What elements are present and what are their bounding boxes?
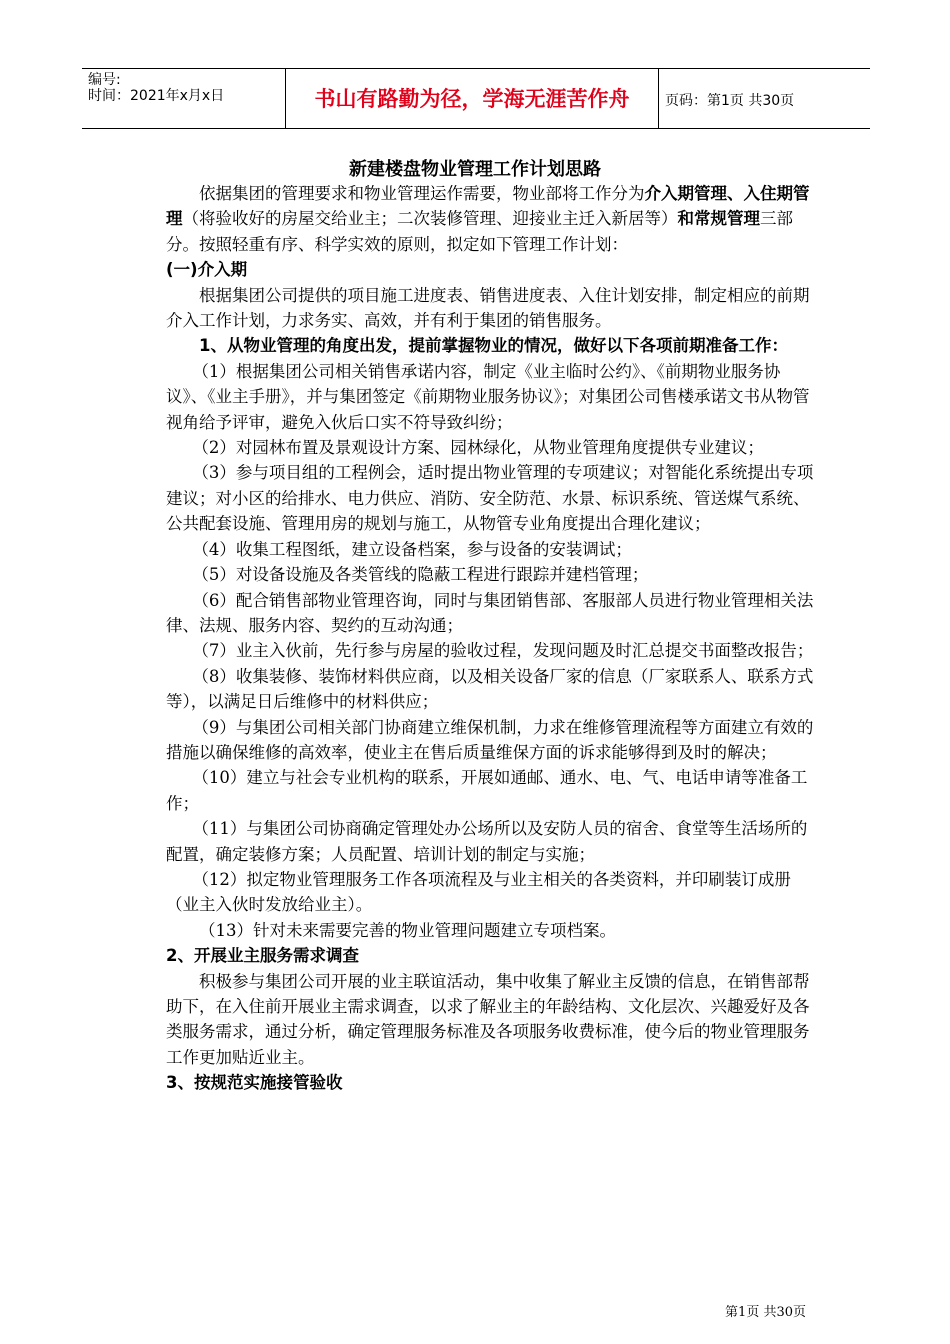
- subheading-3: 3、按规范实施接管验收: [166, 1073, 343, 1093]
- intro-text-d: 三部分。按照轻重有序、科学实效的原则，拟定如下管理工作计划：: [166, 209, 793, 254]
- intro-bold-a: 介入期管理、入住期管理: [166, 184, 810, 229]
- subheading-2: 2、开展业主服务需求调查: [166, 946, 359, 966]
- list-item: （7）业主入伙前，先行参与房屋的验收过程，发现问题及时汇总提交书面整改报告；: [192, 641, 814, 661]
- header-meta: [88, 72, 224, 104]
- intro-text-a: 依据集团的管理要求和物业管理运作需要，物业部将工作分为: [199, 184, 645, 203]
- document-time: 时间：2021年x月x日: [88, 88, 225, 104]
- header-motto: 书山有路勤为径，学海无涯苦作舟: [314, 87, 630, 111]
- list-item: （12）拟定物业管理服务工作各项流程及与业主相关的各类资料，并印刷装订成册（业主入伙时发放给业主）。: [166, 869, 791, 915]
- list-item: （2）对园林布置及景观设计方案、园林绿化，从物业管理角度提供专业建议；: [192, 438, 764, 458]
- list-item: （6）配合销售部物业管理咨询，同时与集团销售部、客服部人员进行物业管理相关法律、法规、服务内容、契约的互动沟通；: [166, 590, 814, 635]
- list-item: （13）针对未来需要完善的物业管理问题建立专项档案。: [199, 920, 616, 940]
- document-title: 新建楼盘物业管理工作计划思路: [349, 159, 601, 180]
- page-header: [82, 68, 870, 129]
- section-1-paragraph: 根据集团公司提供的项目施工进度表、销售进度表、入住计划安排，制定相应的前期介入工作计划，力求务实、高效，并有利于集团的销售服务。: [166, 285, 810, 331]
- section-heading-1: (一)介入期: [166, 260, 248, 280]
- intro-paragraph: [166, 181, 814, 257]
- list-item: （4）收集工程图纸，建立设备档案，参与设备的安装调试；: [192, 539, 632, 559]
- subheading-1: 1、从物业管理的角度出发，提前掌握物业的情况，做好以下各项前期准备工作：: [199, 336, 788, 356]
- document-body: [166, 181, 814, 1096]
- list-item: （9）与集团公司相关部门协商建立维保机制，力求在维修管理流程等方面建立有效的措施以确保维修的高效率，使业主在售后质量维保方面的诉求能够得到及时的解决；: [166, 717, 814, 762]
- header-divider-left: [285, 68, 286, 129]
- list-item: （1）根据集团公司相关销售承诺内容，制定《业主临时公约》、《前期物业服务协议》、《业主手册》，并与集团签定《前期物业服务协议》；对集团公司售楼承诺文书从物管视角给予评审，避免入伙后口实不符导致纠纷；: [166, 361, 810, 432]
- intro-bold-b: 和常规管理: [677, 209, 760, 229]
- list-item: （8）收集装修、装饰材料供应商，以及相关设备厂家的信息（厂家联系人、联系方式等），以满足日后维修中的材料供应；: [166, 666, 814, 712]
- page-footer: 第1页 共30页: [725, 1305, 806, 1320]
- list-item: （3）参与项目组的工程例会，适时提出物业管理的专项建议；对智能化系统提出专项建议；对小区的给排水、电力供应、消防、安全防范、水景、标识系统、管送煤气系统、公共配套设施、管理用房的规划与施工，从物管专业角度提出合理化建议；: [166, 463, 814, 534]
- document-number: 编号:: [88, 72, 121, 88]
- list-item: （11）与集团公司协商确定管理处办公场所以及安防人员的宿舍、食堂等生活场所的配置，确定装修方案；人员配置、培训计划的制定与实施；: [166, 819, 808, 864]
- section-2-paragraph: 积极参与集团公司开展的业主联谊活动，集中收集了解业主反馈的信息，在销售部帮助下，在入住前开展业主需求调查，以求了解业主的年龄结构、文化层次、兴趣爱好及各类服务需求，通过分析，确定管理服务标准及各项服务收费标准，使今后的物业管理服务工作更加贴近业主。: [166, 971, 810, 1067]
- header-top-rule: [82, 68, 870, 69]
- header-divider-right: [658, 68, 659, 129]
- list-item: （10）建立与社会专业机构的联系，开展如通邮、通水、电、气、电话申请等准备工作；: [166, 768, 808, 813]
- header-page-number: 页码：第1页 共30页: [665, 93, 795, 109]
- intro-text-c: （将验收好的房屋交给业主；二次装修管理、迎接业主迁入新居等）: [182, 209, 678, 229]
- header-bottom-rule: [82, 128, 870, 129]
- list-item: （5）对设备设施及各类管线的隐蔽工程进行跟踪并建档管理；: [192, 565, 649, 585]
